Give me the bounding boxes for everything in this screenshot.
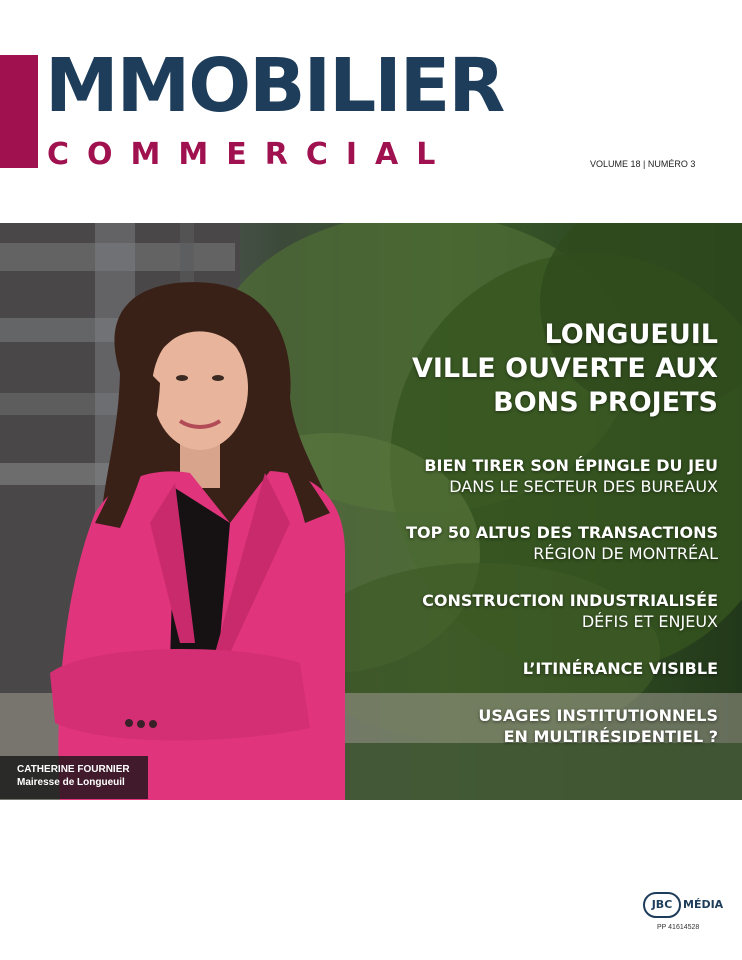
story-title: L’ITINÉRANCE VISIBLE <box>522 659 718 678</box>
cover-story-top50 <box>406 522 718 564</box>
logo-mark: JBC <box>643 892 681 918</box>
caption-name: CATHERINE FOURNIER <box>17 764 130 775</box>
publisher-logo <box>643 892 724 918</box>
story-subtitle: DANS LE SECTEUR DES BUREAUX <box>449 477 718 496</box>
postal-number: PP 41614528 <box>657 924 700 931</box>
headline-line: VILLE OUVERTE AUX <box>411 353 718 384</box>
cover-story-institutional <box>478 705 718 747</box>
story-subtitle: DÉFIS ET ENJEUX <box>581 612 718 631</box>
story-title: USAGES INSTITUTIONNELS <box>478 706 718 725</box>
masthead-title: MMOBILIER <box>45 43 504 129</box>
story-title-line2: EN MULTIRÉSIDENTIEL ? <box>503 727 718 746</box>
cover-story-offices <box>424 455 718 497</box>
cover-story-itinerance <box>523 658 718 679</box>
story-title: CONSTRUCTION INDUSTRIALISÉE <box>422 591 718 610</box>
caption-role: Mairesse de Longueuil <box>17 777 125 788</box>
masthead-accent-bar <box>0 55 38 168</box>
cover-story-construction <box>422 590 718 632</box>
cover-headline <box>412 318 718 420</box>
story-title: TOP 50 ALTUS DES TRANSACTIONS <box>406 523 718 542</box>
story-subtitle: RÉGION DE MONTRÉAL <box>533 544 718 563</box>
masthead-subtitle: COMMERCIAL <box>47 137 454 172</box>
photo-caption <box>0 756 148 799</box>
headline-line: LONGUEUIL <box>544 319 718 350</box>
issue-info: VOLUME 18 | NUMÉRO 3 <box>590 159 696 169</box>
logo-word: MÉDIA <box>683 898 724 911</box>
story-title: BIEN TIRER SON ÉPINGLE DU JEU <box>424 456 718 475</box>
headline-line: BONS PROJETS <box>493 387 718 418</box>
